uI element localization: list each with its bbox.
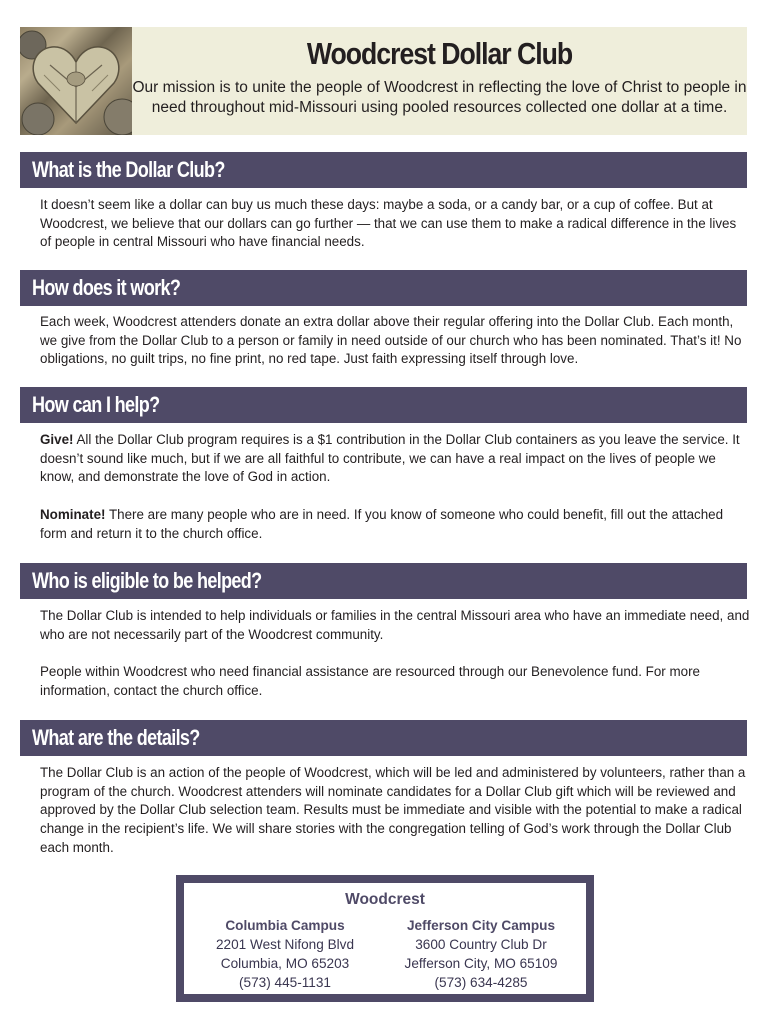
folded-dollar-heart-icon xyxy=(20,27,132,135)
section-header-how-to-help xyxy=(20,387,747,423)
section-header-what-is xyxy=(20,152,747,188)
contact-box xyxy=(176,875,594,1002)
section-header-how-it-works xyxy=(20,270,747,306)
give-lead: Give! xyxy=(40,432,74,447)
campus-street: 3600 Country Club Dr xyxy=(415,937,547,952)
contact-inner xyxy=(182,881,588,996)
campus-city: Jefferson City, MO 65109 xyxy=(404,956,558,971)
section-heading: What is the Dollar Club? xyxy=(32,157,225,182)
nominate-lead: Nominate! xyxy=(40,507,106,522)
nominate-paragraph xyxy=(40,506,750,543)
page-title: Woodcrest Dollar Club xyxy=(306,36,573,71)
mission-statement: Our mission is to unite the people of Woodcrest in reflecting the love of Christ to people in need throughout mid-Missouri using pooled resources collected one dollar at a time. xyxy=(132,79,747,116)
section-paragraph: Each week, Woodcrest attenders donate an extra dollar above their regular offering into the Dollar Club. Each month, we give from the Dollar Club to a person or family in need outside of our church who has been nominated. That’s it! No obligations, no guilt trips, no fine print, no red tape. Just faith expressing itself through love. xyxy=(40,314,742,367)
section-heading: How does it work? xyxy=(32,275,181,300)
campus-phone: (573) 445-1131 xyxy=(239,975,331,990)
campus-name: Jefferson City Campus xyxy=(406,918,556,933)
give-paragraph xyxy=(40,431,750,487)
section-heading: How can I help? xyxy=(32,392,160,417)
section-paragraph: It doesn’t seem like a dollar can buy us much these days: maybe a soda, or a candy bar, or a cup of coffee. But at Woodcrest, we believe that our dollars can go further — that we can use them to make a radical difference in the lives of people in central Missouri who have financial needs. xyxy=(40,197,737,250)
section-heading: Who is eligible to be helped? xyxy=(32,568,262,593)
section-paragraph: People within Woodcrest who need financial assistance are resourced through our Benevolence fund. For more information, contact the church office. xyxy=(40,664,700,698)
nominate-text: There are many people who are in need. If you know of someone who could benefit, fill out the attached form and return it to the church office. xyxy=(40,507,724,541)
campus-jefferson-city xyxy=(386,916,576,992)
campus-name: Columbia Campus xyxy=(225,918,345,933)
section-header-details xyxy=(20,720,747,756)
give-text: All the Dollar Club program requires is a $1 contribution in the Dollar Club containers as you leave the service. It doesn’t sound like much, but if we are all faithful to contribute, we can have a real impact on the lives of people we know, and demonstrate the love of God in action. xyxy=(40,432,740,485)
section-paragraph: The Dollar Club is an action of the people of Woodcrest, which will be led and administered by volunteers, rather than a program of the church. Woodcrest attenders will nominate candidates for a Dollar Club gift which will be reviewed and approved by the Dollar Club selection team. Results must be immediate and visible with the potential to make a radical change in the recipient’s life. We will share stories with the congregation telling of God’s work through the Dollar Club each month. xyxy=(40,765,746,855)
campus-city: Columbia, MO 65203 xyxy=(220,956,350,971)
section-heading: What are the details? xyxy=(32,725,200,750)
section-header-eligibility xyxy=(20,563,747,599)
section-paragraph: The Dollar Club is intended to help individuals or families in the central Missouri area who have an immediate need, and who are not necessarily part of the Woodcrest community. xyxy=(40,608,750,642)
campus-street: 2201 West Nifong Blvd xyxy=(215,937,355,952)
campus-columbia xyxy=(190,916,380,992)
contact-org: Woodcrest xyxy=(345,891,425,908)
campus-phone: (573) 634-4285 xyxy=(434,975,528,990)
folded-dollar-heart-image xyxy=(20,27,132,135)
